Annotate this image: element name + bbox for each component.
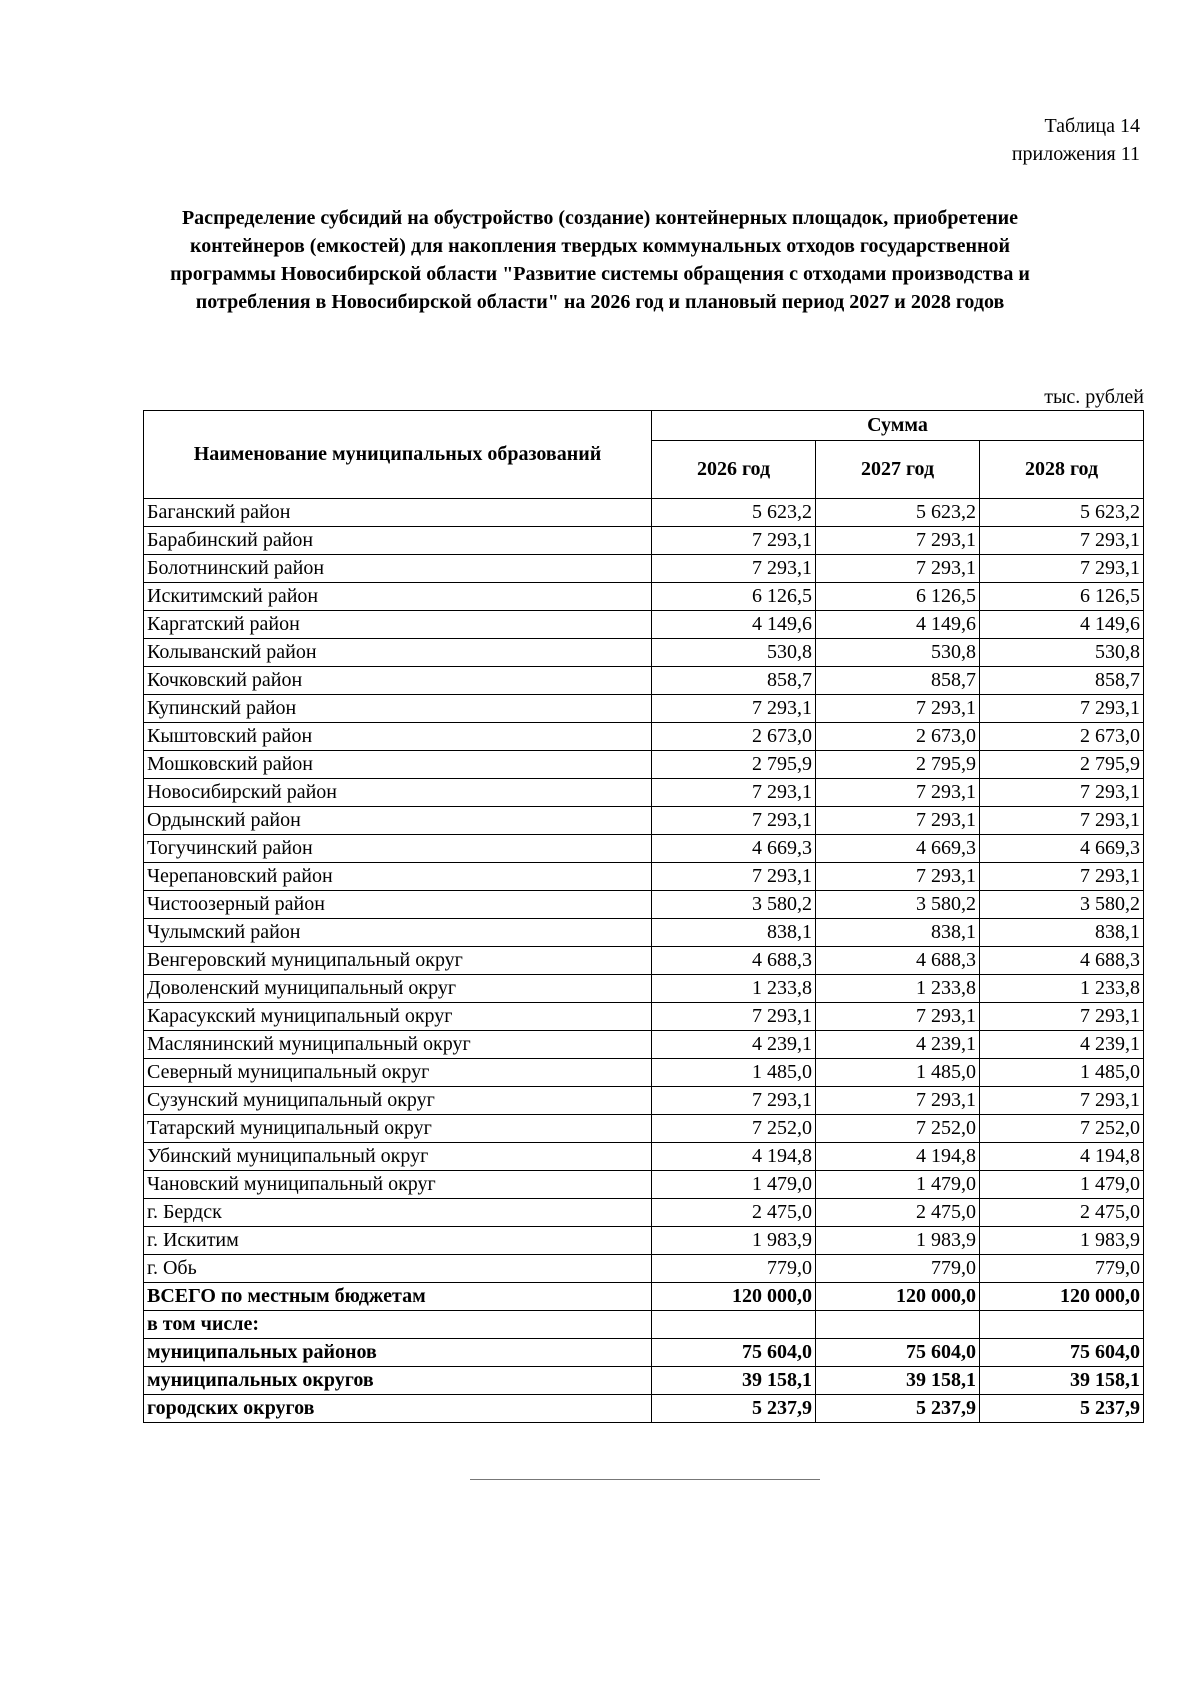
municipality-name: Черепановский район bbox=[144, 863, 652, 891]
amount-2026: 1 485,0 bbox=[652, 1059, 816, 1087]
amount-2028: 4 194,8 bbox=[980, 1143, 1144, 1171]
amount-2028: 2 475,0 bbox=[980, 1199, 1144, 1227]
amount-2026: 1 479,0 bbox=[652, 1171, 816, 1199]
table-row bbox=[144, 1199, 1144, 1227]
municipality-name: г. Искитим bbox=[144, 1227, 652, 1255]
amount-2028: 7 293,1 bbox=[980, 1003, 1144, 1031]
amount-2027: 5 237,9 bbox=[816, 1395, 980, 1423]
table-row bbox=[144, 695, 1144, 723]
municipality-name: городских округов bbox=[144, 1395, 652, 1423]
amount-2028: 3 580,2 bbox=[980, 891, 1144, 919]
table-row bbox=[144, 1115, 1144, 1143]
amount-2027: 7 293,1 bbox=[816, 779, 980, 807]
amount-2026: 120 000,0 bbox=[652, 1283, 816, 1311]
amount-2026: 4 688,3 bbox=[652, 947, 816, 975]
municipality-name: Убинский муниципальный округ bbox=[144, 1143, 652, 1171]
amount-2027: 7 293,1 bbox=[816, 555, 980, 583]
amount-2027: 4 149,6 bbox=[816, 611, 980, 639]
appendix-number: приложения 11 bbox=[1011, 143, 1140, 165]
appendix-reference bbox=[1012, 112, 1140, 168]
amount-2028: 858,7 bbox=[980, 667, 1144, 695]
amount-2027: 7 293,1 bbox=[816, 695, 980, 723]
municipality-name: Искитимский район bbox=[144, 583, 652, 611]
municipality-name: Ордынский район bbox=[144, 807, 652, 835]
amount-2027: 7 293,1 bbox=[816, 863, 980, 891]
amount-2026: 779,0 bbox=[652, 1255, 816, 1283]
amount-2026: 39 158,1 bbox=[652, 1367, 816, 1395]
municipality-name: Чистоозерный район bbox=[144, 891, 652, 919]
amount-2027: 838,1 bbox=[816, 919, 980, 947]
municipality-name: Татарский муниципальный округ bbox=[144, 1115, 652, 1143]
table-row bbox=[144, 1171, 1144, 1199]
amount-2027: 1 233,8 bbox=[816, 975, 980, 1003]
table-row bbox=[144, 1059, 1144, 1087]
table-row bbox=[144, 667, 1144, 695]
amount-2028: 530,8 bbox=[980, 639, 1144, 667]
amount-2028: 75 604,0 bbox=[980, 1339, 1144, 1367]
subsidy-table bbox=[143, 410, 1144, 1423]
table-row bbox=[144, 723, 1144, 751]
year-header-2027: 2027 год bbox=[816, 441, 980, 499]
amount-2028: 120 000,0 bbox=[980, 1283, 1144, 1311]
municipality-name: г. Бердск bbox=[144, 1199, 652, 1227]
footer-divider bbox=[470, 1479, 820, 1480]
municipality-name: Маслянинский муниципальный округ bbox=[144, 1031, 652, 1059]
amount-2026: 1 983,9 bbox=[652, 1227, 816, 1255]
municipality-name: муниципальных районов bbox=[144, 1339, 652, 1367]
amount-2028: 5 237,9 bbox=[980, 1395, 1144, 1423]
amount-2026: 7 293,1 bbox=[652, 695, 816, 723]
municipality-name: Барабинский район bbox=[144, 527, 652, 555]
amount-2026: 7 293,1 bbox=[652, 527, 816, 555]
amount-2026: 6 126,5 bbox=[652, 583, 816, 611]
amount-2027: 3 580,2 bbox=[816, 891, 980, 919]
amount-2026: 2 673,0 bbox=[652, 723, 816, 751]
amount-2027: 1 479,0 bbox=[816, 1171, 980, 1199]
table-row bbox=[144, 1143, 1144, 1171]
table-row bbox=[144, 1283, 1144, 1311]
table-row bbox=[144, 947, 1144, 975]
year-header-2026: 2026 год bbox=[652, 441, 816, 499]
name-column-header: Наименование муниципальных образований bbox=[144, 411, 652, 499]
amount-2028: 7 293,1 bbox=[980, 807, 1144, 835]
amount-2028: 1 479,0 bbox=[980, 1171, 1144, 1199]
amount-2027: 530,8 bbox=[816, 639, 980, 667]
table-row bbox=[144, 863, 1144, 891]
amount-2026: 2 795,9 bbox=[652, 751, 816, 779]
table-row bbox=[144, 751, 1144, 779]
amount-2026: 7 293,1 bbox=[652, 1087, 816, 1115]
table-row bbox=[144, 1339, 1144, 1367]
year-header-2028: 2028 год bbox=[980, 441, 1144, 499]
amount-2027: 4 669,3 bbox=[816, 835, 980, 863]
amount-2027: 2 673,0 bbox=[816, 723, 980, 751]
table-row bbox=[144, 527, 1144, 555]
table-number: Таблица 14 bbox=[1044, 115, 1140, 137]
amount-2026: 4 239,1 bbox=[652, 1031, 816, 1059]
municipality-name: Северный муниципальный округ bbox=[144, 1059, 652, 1087]
amount-2027: 7 293,1 bbox=[816, 807, 980, 835]
municipality-name: Кочковский район bbox=[144, 667, 652, 695]
amount-2028: 4 669,3 bbox=[980, 835, 1144, 863]
amount-2028: 39 158,1 bbox=[980, 1367, 1144, 1395]
document-title: Распределение субсидий на обустройство (создание) контейнерных площадок, приобретение контейнеров (емкостей) для накопления твердых коммунальных отходов государственной программы Новосибирской области "Развитие системы обращения с отходами производства и потребления в Новосибирской области" на 2026 год и плановый период 2027 и 2028 годов bbox=[170, 207, 1030, 313]
municipality-name: Тогучинский район bbox=[144, 835, 652, 863]
municipality-name: Новосибирский район bbox=[144, 779, 652, 807]
table-row bbox=[144, 919, 1144, 947]
table-row bbox=[144, 499, 1144, 527]
table-row bbox=[144, 1227, 1144, 1255]
amount-2028: 4 688,3 bbox=[980, 947, 1144, 975]
amount-2026: 3 580,2 bbox=[652, 891, 816, 919]
municipality-name: г. Обь bbox=[144, 1255, 652, 1283]
amount-2028: 4 149,6 bbox=[980, 611, 1144, 639]
municipality-name: Карасукский муниципальный округ bbox=[144, 1003, 652, 1031]
table-row bbox=[144, 835, 1144, 863]
amount-2026: 5 623,2 bbox=[652, 499, 816, 527]
amount-2026: 4 149,6 bbox=[652, 611, 816, 639]
amount-2026: 1 233,8 bbox=[652, 975, 816, 1003]
table-row bbox=[144, 611, 1144, 639]
amount-2027: 7 252,0 bbox=[816, 1115, 980, 1143]
amount-2027: 4 194,8 bbox=[816, 1143, 980, 1171]
amount-2027: 75 604,0 bbox=[816, 1339, 980, 1367]
amount-2027: 7 293,1 bbox=[816, 1087, 980, 1115]
municipality-name: в том числе: bbox=[144, 1311, 652, 1339]
sum-column-header: Сумма bbox=[652, 411, 1144, 441]
municipality-name: Доволенский муниципальный округ bbox=[144, 975, 652, 1003]
amount-2027: 858,7 bbox=[816, 667, 980, 695]
amount-2027 bbox=[816, 1311, 980, 1339]
municipality-name: муниципальных округов bbox=[144, 1367, 652, 1395]
table-row bbox=[144, 1255, 1144, 1283]
table-row bbox=[144, 639, 1144, 667]
table-row bbox=[144, 807, 1144, 835]
amount-2028: 838,1 bbox=[980, 919, 1144, 947]
municipality-name: Сузунский муниципальный округ bbox=[144, 1087, 652, 1115]
amount-2027: 2 795,9 bbox=[816, 751, 980, 779]
municipality-name: Кыштовский район bbox=[144, 723, 652, 751]
amount-2026: 5 237,9 bbox=[652, 1395, 816, 1423]
amount-2026: 4 669,3 bbox=[652, 835, 816, 863]
municipality-name: Венгеровский муниципальный округ bbox=[144, 947, 652, 975]
amount-2028: 1 983,9 bbox=[980, 1227, 1144, 1255]
municipality-name: ВСЕГО по местным бюджетам bbox=[144, 1283, 652, 1311]
amount-2028: 5 623,2 bbox=[980, 499, 1144, 527]
table-row bbox=[144, 779, 1144, 807]
table-row bbox=[144, 975, 1144, 1003]
table-row bbox=[144, 555, 1144, 583]
table-row bbox=[144, 1395, 1144, 1423]
amount-2026: 7 293,1 bbox=[652, 555, 816, 583]
amount-2027: 6 126,5 bbox=[816, 583, 980, 611]
municipality-name: Болотнинский район bbox=[144, 555, 652, 583]
amount-2028: 7 293,1 bbox=[980, 555, 1144, 583]
amount-2026: 4 194,8 bbox=[652, 1143, 816, 1171]
amount-2026: 75 604,0 bbox=[652, 1339, 816, 1367]
amount-2027: 7 293,1 bbox=[816, 1003, 980, 1031]
amount-2026: 7 293,1 bbox=[652, 1003, 816, 1031]
amount-2027: 2 475,0 bbox=[816, 1199, 980, 1227]
amount-2028: 1 233,8 bbox=[980, 975, 1144, 1003]
amount-2028: 4 239,1 bbox=[980, 1031, 1144, 1059]
municipality-name: Колыванский район bbox=[144, 639, 652, 667]
amount-2026: 7 293,1 bbox=[652, 779, 816, 807]
amount-2027: 120 000,0 bbox=[816, 1283, 980, 1311]
amount-2028: 7 293,1 bbox=[980, 779, 1144, 807]
table-row bbox=[144, 1031, 1144, 1059]
table-body bbox=[144, 499, 1144, 1423]
table-row bbox=[144, 1003, 1144, 1031]
table-row bbox=[144, 1367, 1144, 1395]
table-row bbox=[144, 1311, 1144, 1339]
municipality-name: Купинский район bbox=[144, 695, 652, 723]
amount-2028: 779,0 bbox=[980, 1255, 1144, 1283]
amount-2027: 4 688,3 bbox=[816, 947, 980, 975]
table-row bbox=[144, 891, 1144, 919]
amount-2026: 530,8 bbox=[652, 639, 816, 667]
amount-2026: 7 293,1 bbox=[652, 807, 816, 835]
amount-2028: 7 293,1 bbox=[980, 863, 1144, 891]
amount-2026 bbox=[652, 1311, 816, 1339]
amount-2027: 1 983,9 bbox=[816, 1227, 980, 1255]
amount-2028: 7 252,0 bbox=[980, 1115, 1144, 1143]
amount-2028: 7 293,1 bbox=[980, 527, 1144, 555]
amount-2026: 838,1 bbox=[652, 919, 816, 947]
table-row bbox=[144, 583, 1144, 611]
amount-2028: 2 795,9 bbox=[980, 751, 1144, 779]
amount-2027: 39 158,1 bbox=[816, 1367, 980, 1395]
municipality-name: Чановский муниципальный округ bbox=[144, 1171, 652, 1199]
amount-2028 bbox=[980, 1311, 1144, 1339]
amount-2026: 7 252,0 bbox=[652, 1115, 816, 1143]
amount-2028: 6 126,5 bbox=[980, 583, 1144, 611]
amount-2028: 7 293,1 bbox=[980, 695, 1144, 723]
units-label: тыс. рублей bbox=[1044, 386, 1144, 408]
amount-2027: 7 293,1 bbox=[816, 527, 980, 555]
amount-2026: 7 293,1 bbox=[652, 863, 816, 891]
amount-2028: 1 485,0 bbox=[980, 1059, 1144, 1087]
amount-2027: 4 239,1 bbox=[816, 1031, 980, 1059]
table-row bbox=[144, 1087, 1144, 1115]
municipality-name: Каргатский район bbox=[144, 611, 652, 639]
municipality-name: Чулымский район bbox=[144, 919, 652, 947]
amount-2026: 2 475,0 bbox=[652, 1199, 816, 1227]
amount-2026: 858,7 bbox=[652, 667, 816, 695]
amount-2027: 1 485,0 bbox=[816, 1059, 980, 1087]
amount-2027: 5 623,2 bbox=[816, 499, 980, 527]
amount-2028: 2 673,0 bbox=[980, 723, 1144, 751]
municipality-name: Баганский район bbox=[144, 499, 652, 527]
amount-2027: 779,0 bbox=[816, 1255, 980, 1283]
municipality-name: Мошковский район bbox=[144, 751, 652, 779]
amount-2028: 7 293,1 bbox=[980, 1087, 1144, 1115]
